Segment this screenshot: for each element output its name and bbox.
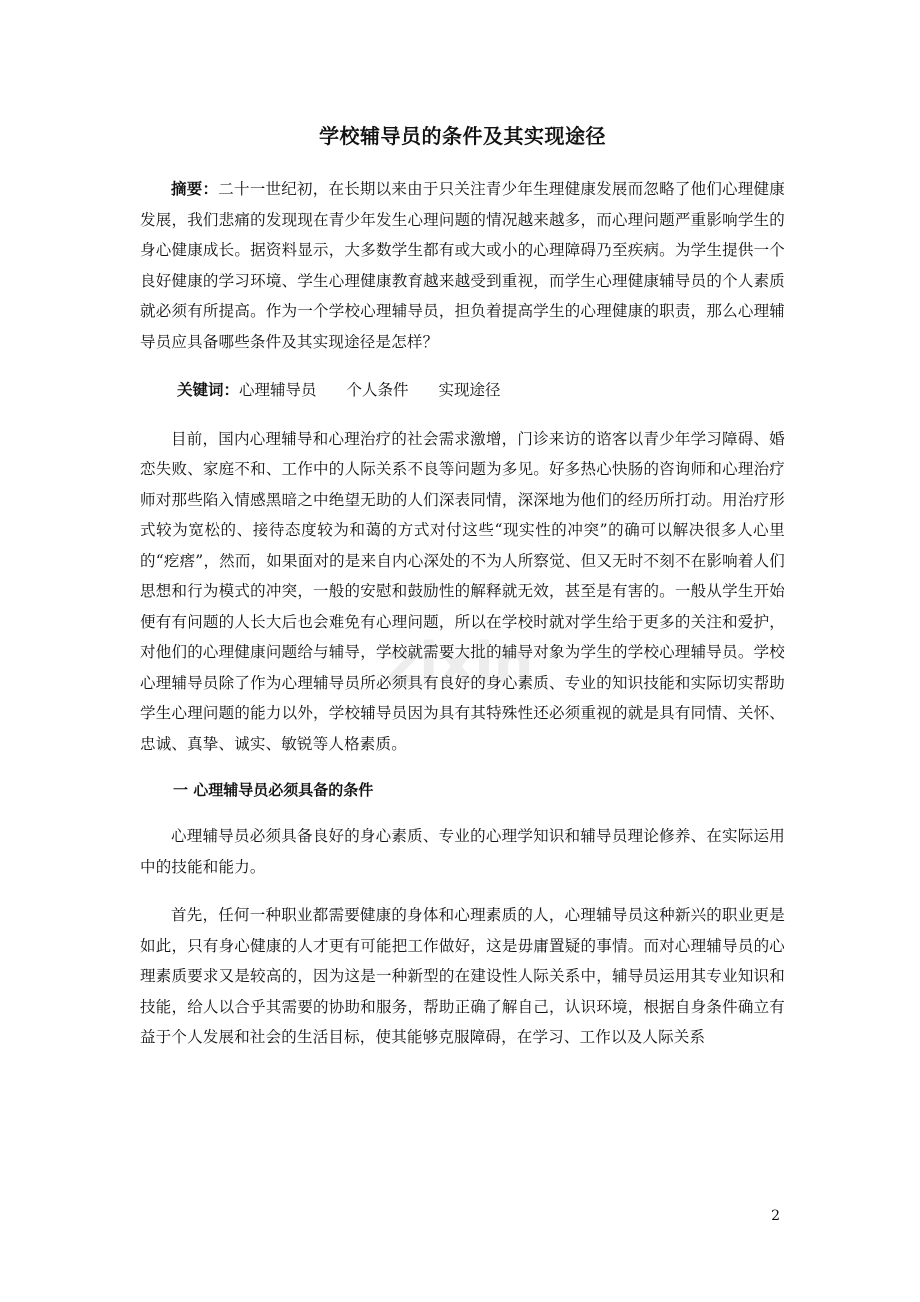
section-paragraph: 首先，任何一种职业都需要健康的身体和心理素质的人，心理辅导员这种新兴的职业更是如此，只有身心健康的人才更有可能把工作做好，这是毋庸置疑的事情。而对心理辅导员的心理素质要求又是较高的，因为这是一种新型的在建设性人际关系中，辅导员运用其专业知识和技能，给人以合乎其需要的协助和服务，帮助正确了解自己，认识环境，根据自身条件确立有益于个人发展和社会的生活目标，使其能够克服障碍，在学习、工作以及人际关系	[140, 906, 785, 1046]
keyword-item: 实现途径	[438, 381, 501, 399]
section-paragraph: 心理辅导员必须具备良好的身心素质、专业的心理学知识和辅导员理论修养、在实际运用中的技能和能力。	[140, 827, 785, 876]
body-paragraph: 目前，国内心理辅导和心理治疗的社会需求激增，门诊来访的谘客以青少年学习障碍、婚恋失败、家庭不和、工作中的人际关系不良等问题为多见。好多热心快肠的咨询师和心理治疗师对那些陷入情感黑暗之中绝望无助的人们深表同情，深深地为他们的经历所打动。用治疗形式较为宽松的、接待态度较为和蔼的方式对付这些“现实性的冲突”的确可以解决很多人心里的“疙瘩”，然而，如果面对的是来自内心深处的不为人所察觉、但又无时不刻不在影响着人们思想和行为模式的冲突，一般的安慰和鼓励性的解释就无效，甚至是有害的。一般从学生开始便有有问题的人长大后也会难免有心理问题，所以在学校时就对学生给于更多的关注和爱护，对他们的心理健康问题给与辅导，学校就需要大批的辅导对象为学生的学校心理辅导员。学校心理辅导员除了作为心理辅导员所必须具有良好的身心素质、专业的知识技能和实际切实帮助学生心理问题的能力以外，学校辅导员因为具有其特殊性还必须重视的就是具有同情、关怀、忠诚、真挚、诚实、敏锐等人格素质。	[140, 429, 785, 753]
keywords-label: 关键词：	[177, 381, 240, 399]
section-heading: 一 心理辅导员必须具备的条件	[173, 781, 374, 799]
watermark-text: zixin	[386, 631, 534, 696]
keyword-item: 个人条件	[346, 381, 409, 399]
abstract-text: 二十一世纪初，在长期以来由于只关注青少年生理健康发展而忽略了他们心理健康发展，我们悲痛的发现现在青少年发生心理问题的情况越来越多，而心理问题严重影响学生的身心健康成长。据资料显示，大多数学生都有或大或小的心理障碍乃至疾病。为学生提供一个良好健康的学习环境、学生心理健康教育越来越受到重视，而学生心理健康辅导员的个人素质就必须有所提高。作为一个学校心理辅导员，担负着提高学生的心理健康的职责，那么心理辅导员应具备哪些条件及其实现途径是怎样？	[140, 180, 785, 351]
document-body	[140, 118, 785, 1053]
abstract-paragraph	[140, 174, 785, 357]
document-title: 学校辅导员的条件及其实现途径	[319, 124, 606, 148]
keywords-line	[140, 375, 785, 406]
page-number: 2	[771, 1208, 780, 1224]
keyword-item: 心理辅导员	[239, 381, 317, 399]
abstract-label: 摘要：	[171, 180, 219, 198]
